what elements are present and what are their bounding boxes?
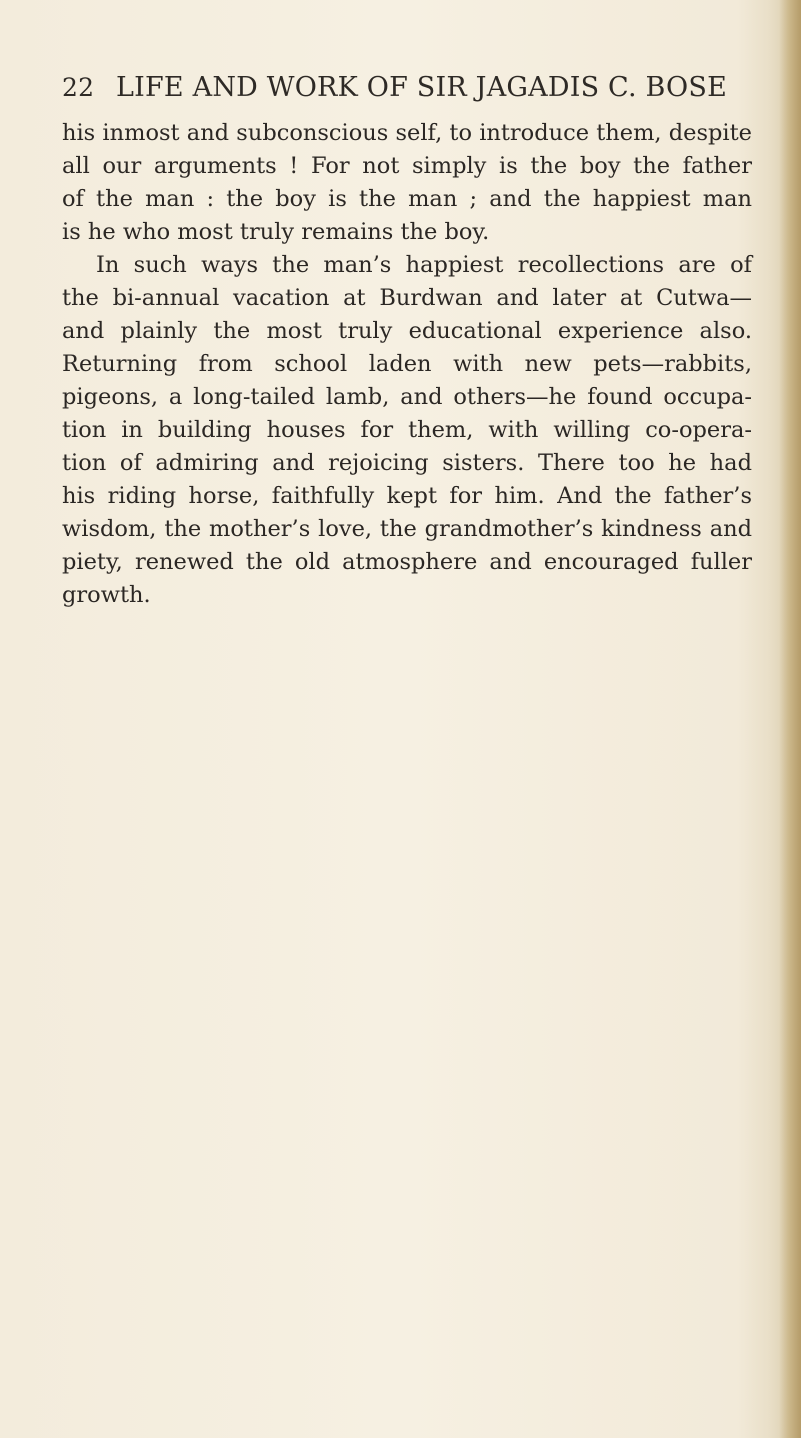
text-line: tion in building houses for them, with willing co-opera- [62, 417, 752, 443]
text-line: wisdom, the mother’s love, the grandmother’s kindness and [62, 516, 752, 542]
text-line: his inmost and subconscious self, to introduce them, despite [62, 120, 752, 146]
text-line: tion of admiring and rejoicing sisters. There too he had [62, 450, 752, 476]
text-line: his riding horse, faithfully kept for him. And the father’s [62, 483, 752, 509]
body-text [62, 117, 752, 612]
page-number: 22 [62, 73, 95, 102]
running-header [62, 72, 752, 103]
text-line: of the man : the boy is the man ; and the happiest man [62, 186, 752, 212]
text-line: all our arguments ! For not simply is the boy the father [62, 153, 752, 179]
page-edge-shadow [779, 0, 801, 1438]
text-line: and plainly the most truly educational experience also. [62, 318, 752, 344]
text-line: pigeons, a long-tailed lamb, and others—he found occupa- [62, 384, 752, 410]
text-line: Returning from school laden with new pets—rabbits, [62, 351, 752, 377]
text-line: piety, renewed the old atmosphere and encouraged fuller [62, 549, 752, 575]
text-line: is he who most truly remains the boy. [62, 219, 490, 245]
text-line: growth. [62, 582, 151, 608]
text-line: the bi-annual vacation at Burdwan and later at Cutwa— [62, 285, 752, 311]
running-title: LIFE AND WORK OF SIR JAGADIS C. BOSE [116, 72, 727, 103]
text-line: In such ways the man’s happiest recollections are of [96, 252, 752, 278]
